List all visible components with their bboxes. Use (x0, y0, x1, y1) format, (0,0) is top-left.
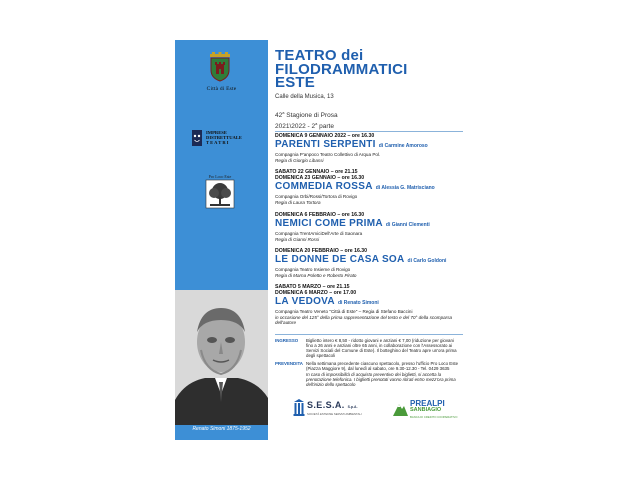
theatre-address: Calle della Musica, 13 (275, 94, 334, 100)
event-date: DOMENICA 6 MARZO – ore 17.00 (275, 290, 357, 297)
event-director: Regia di Gianni Rossi (275, 236, 320, 242)
sesa-sponsor-logo (293, 397, 363, 425)
ingresso-label: INGRESSO (275, 338, 299, 343)
title-line-3: ESTE (275, 74, 315, 91)
logo2-line-3: T E A T R I (206, 140, 229, 146)
pro-loco-label: Pro Loco Este (208, 174, 232, 179)
logo2-line-1: IMPRESE (206, 130, 227, 135)
page-title (275, 49, 408, 90)
prealpi-sponsor-logo (393, 397, 463, 425)
event-company: Compagnia Orbi/Rossi/Tortora di Rovigo (275, 194, 358, 200)
event-4 (275, 248, 463, 278)
event-title-row (275, 296, 463, 309)
title-line-1: TEATRO dei (275, 47, 364, 64)
pillars-icon (293, 399, 305, 417)
ingresso-text: Biglietto intero € 8,50 - ridotto giovani e anziani € 7,00 (riduzione per giovani fino a 26 anni e anziani oltre 65 anni, in collaborazione con l'Assessorato ai Servizi Sociali del Comune di Este). Il botteghino del Teatro apre un'ora prima degli spettacoli (306, 338, 457, 359)
event-date: SABATO 22 GENNAIO – ore 21.15 (275, 169, 358, 175)
event-date: DOMENICA 23 GENNAIO – ore 16.30 (275, 175, 365, 182)
event-title-row (275, 218, 463, 231)
sidebar (175, 40, 268, 440)
logo2-line-2: DISTRETTUALE (206, 135, 242, 141)
theatre-mask-icon (191, 129, 203, 147)
event-title: PARENTI SERPENTI (275, 139, 376, 151)
prevendita-label: PREVENDITA (275, 361, 303, 367)
divider (275, 334, 463, 335)
season-number-sup: a (282, 110, 285, 115)
event-director: Regia di Giorgio Libassi (275, 157, 324, 163)
season-part-sup: a (315, 120, 318, 126)
event-company: Compagnia TrentAmiciDell'Arte di Saonara (275, 231, 363, 237)
prevendita-block (275, 361, 463, 386)
pro-loco-logo (200, 173, 240, 209)
portrait-caption: Renato Simoni 1875-1952 (192, 426, 251, 432)
renato-simoni-portrait (175, 290, 268, 425)
season-number: 42 (275, 112, 283, 120)
divider (275, 131, 463, 132)
prealpi-subtitle: BANCA DI CREDITO COOPERATIVO (410, 415, 458, 419)
event-date: SABATO 5 MARZO – ore 21.15 (275, 284, 350, 290)
event-title: COMMEDIA ROSSA (275, 181, 373, 193)
event-5 (275, 284, 463, 326)
city-name: Città di Este (206, 86, 237, 92)
prevendita-text (306, 361, 461, 386)
event-1 (275, 133, 463, 163)
event-title: LA VEDOVA (275, 296, 335, 308)
sesa-subtitle: SOCIETÀ ESTENSE SERVIZI AMBIENTALI (307, 412, 362, 416)
imprese-logo-text (206, 130, 242, 146)
event-title: NEMICI COME PRIMA (275, 218, 383, 230)
sesa-name-text: S.E.S.A. (307, 400, 345, 410)
season-years: 2021\2022 - 2 (275, 122, 316, 130)
event-date: DOMENICA 9 GENNAIO 2022 – ore 16.30 (275, 133, 375, 139)
prealpi-name: PREALPI (410, 399, 445, 408)
season-info (275, 109, 338, 130)
tree-icon (200, 179, 240, 209)
season-part: parte (317, 122, 334, 130)
event-director: Regia di Marna Poletto e Roberto Pirato (275, 272, 357, 278)
event-company: Compagnia Teatro Veneto "Città di Este" – Regia di Stefano Baccini (275, 309, 413, 315)
poster (175, 40, 465, 440)
city-crest-icon (208, 52, 232, 82)
title-line-2: FILODRAMMATICI (275, 60, 408, 78)
event-date: DOMENICA 20 FEBBRAIO – ore 16.30 (275, 248, 368, 254)
event-director: in occasione del 125° della prima rappresentazione del testo e del 70° della scomparsa dell'autore (275, 314, 453, 326)
sanbiagio-name: SANBIAGIO (410, 407, 442, 413)
imprese-logo (191, 128, 249, 148)
event-date: DOMENICA 6 FEBBRAIO – ore 16.30 (275, 212, 365, 218)
event-director: Regia di Laura Tortora (275, 199, 321, 205)
event-company: Compagnia Teatro Insieme di Rovigo (275, 267, 351, 273)
event-author: di Carlo Goldoni (407, 258, 447, 265)
event-company: Compagnia P'anpoco Teatro Collettivo di Arqua Pol. (275, 152, 381, 158)
event-3 (275, 212, 463, 242)
sesa-name (307, 400, 358, 410)
event-title-row (275, 254, 463, 267)
season-label: Stagione di Prosa (284, 112, 338, 120)
ticket-info (275, 338, 463, 390)
event-2 (275, 169, 463, 205)
ingresso-block (275, 338, 463, 358)
event-author: di Carmine Amoroso (378, 143, 428, 150)
event-author: di Gianni Clementi (385, 222, 430, 229)
sesa-suffix: S.p.A. (347, 405, 358, 409)
event-title-row (275, 139, 463, 152)
event-title-row (275, 181, 463, 194)
mountain-icon (393, 400, 408, 418)
event-author: di Renato Simoni (337, 300, 379, 307)
prevendita-note: In caso di impossibilità di acquisto preventivo dei biglietti, si accetta la prenotazione telefonica. I biglietti prenotati vanno ritirati entro mezz'ora prima dell'inizio dello spettacolo (306, 371, 456, 387)
prevendita-main: Nella settimana precedente ciascuno spettacolo, presso l'ufficio Pro Loco Este (Piazza Maggiore 9), dal lunedì al sabato, ore 9.30-12.30 - Tel. 0429 3635 (306, 361, 459, 372)
event-title: LE DONNE DE CASA SOA (275, 254, 405, 266)
event-author: di Alessia G. Matrisciano (375, 185, 435, 192)
